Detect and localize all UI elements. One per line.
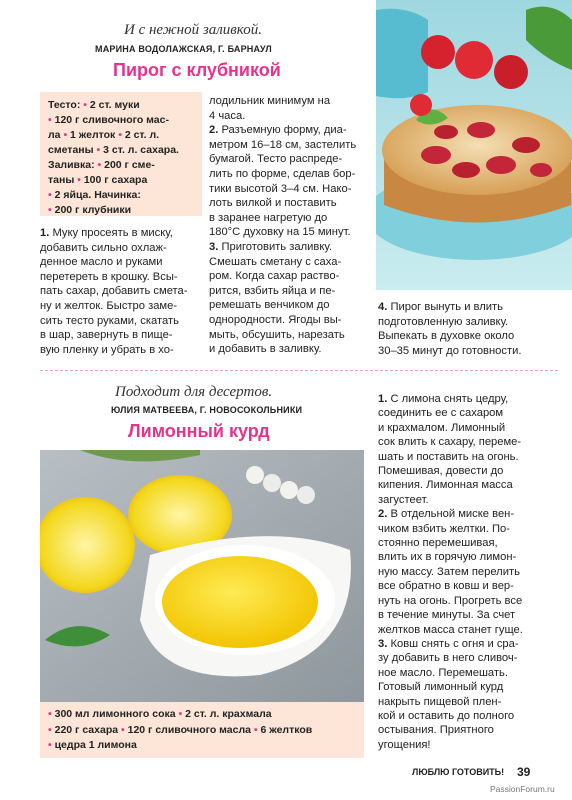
text-line: мыть, обсушить, нарезать <box>209 328 345 341</box>
text-line: вую пленку и убрать в хо- <box>40 343 174 356</box>
bullet-dot: • <box>77 174 81 186</box>
text-line: зу добавить в него сливоч- <box>378 652 518 665</box>
bullet-dot: • <box>96 144 101 156</box>
text-line: перетереть в крошку. Всы- <box>40 270 178 283</box>
pie-illustration <box>376 0 572 290</box>
step-number: 3. <box>209 240 219 253</box>
recipe1-subtitle: И с нежной заливкой. <box>124 22 262 38</box>
text-line: метром 16–18 см, застелить <box>209 138 357 151</box>
bullet-dot: • <box>48 739 52 751</box>
text-line: 3. Ковш снять с огня и сра- <box>378 637 519 650</box>
ingredient-line: • 2 яйца. Начинка: <box>48 189 141 201</box>
bullet-dot: • <box>121 723 125 736</box>
text-line: угощения! <box>378 738 431 751</box>
page-number: 39 <box>517 765 531 779</box>
recipe1-step2-3 <box>209 94 374 357</box>
recipe1-ingredients <box>40 92 202 216</box>
text-line: добавить сильно охлаж- <box>40 241 167 254</box>
recipe1-title: Пирог с клубникой <box>113 60 281 80</box>
text-line: загустеет. <box>378 493 429 506</box>
bullet-dot: • <box>48 204 52 216</box>
ingredient-line: Заливка: • 200 г смe- <box>48 159 155 171</box>
bullet-dot: • <box>48 708 52 720</box>
bullet-dot: • <box>63 129 68 141</box>
section-divider <box>40 370 558 371</box>
bullet-dot: • <box>48 114 52 126</box>
strawberry-pie-photo <box>376 0 572 290</box>
recipe1-step1 <box>40 226 205 357</box>
text-line: накрыть пищевой плен- <box>378 695 502 708</box>
text-line: подготовленную заливку. <box>378 315 509 328</box>
text-line: 4 часа. <box>209 109 246 122</box>
recipe2-steps <box>378 392 558 752</box>
recipe2-ingredients <box>40 702 364 758</box>
watermark: PassionForum.ru <box>490 784 555 794</box>
text-line: влить их в горячую лимон- <box>378 551 517 564</box>
text-line: в заранее нагретую до <box>209 211 328 224</box>
bullet-dot: • <box>48 723 52 736</box>
bullet-dot: • <box>83 99 87 111</box>
step-number: 1. <box>40 227 50 239</box>
magazine-name: ЛЮБЛЮ ГОТОВИТЬ! <box>412 767 505 777</box>
recipe1-step4 <box>378 300 558 358</box>
text-line: ром. Когда сахар раство- <box>209 270 340 283</box>
lemon-curd-illustration <box>40 450 364 702</box>
bullet-dot: • <box>97 159 102 171</box>
step-number: 4. <box>378 301 388 313</box>
text-line: соединить ее с сахаром <box>378 407 504 420</box>
bullet-dot: • <box>253 723 258 736</box>
ingredient-line: • 120 г сливочного мас- <box>48 114 169 126</box>
text-line: ную массу. Затем перелить <box>378 565 520 578</box>
step-number: 3. <box>378 637 388 650</box>
text-line: бумагой. Тесто распреде- <box>209 153 343 166</box>
text-line: денное масло и руками <box>40 256 163 269</box>
text-line: и добавить в заливку. <box>209 343 322 356</box>
step-number: 2. <box>378 508 388 521</box>
text-line: тики высотой 3–4 см. Нако- <box>209 182 352 195</box>
text-line: 2. Разъемную форму, диа- <box>209 124 347 137</box>
text-line: желтков масса станет гуще. <box>378 623 523 636</box>
bullet-dot: • <box>178 708 183 720</box>
ingredient-line: • 200 г клубники <box>48 204 132 216</box>
step-number: 2. <box>209 124 219 137</box>
text-line: кой и оставить до полного <box>378 709 515 722</box>
text-line: 30–35 минут до готовности. <box>378 344 522 357</box>
recipe1-author: МАРИНА ВОДОЛАЖСКАЯ, Г. БАРНАУЛ <box>95 44 272 54</box>
text-line: кипения. Лимонная масса <box>378 479 513 492</box>
text-line: лоть вилкой и поставить <box>209 197 337 210</box>
text-line: и крахмалом. Лимонный <box>378 421 506 434</box>
text-line: сок влить к сахару, переме- <box>378 436 522 449</box>
ingredient-line: таны • 100 г сахара <box>48 174 148 186</box>
text-line: рится, взбить яйца и пе- <box>209 284 336 297</box>
text-line: все обратно в ковш и вер- <box>378 580 514 593</box>
text-line: 2. В отдельной миске вен- <box>378 508 515 521</box>
ingredient-line: • 220 г сахара • 120 г сливочного масла • 6 желтков <box>48 723 313 736</box>
text-line: стоянно перемешивая, <box>378 537 498 550</box>
text-line: нуть на огонь. Прогреть все <box>378 594 523 607</box>
text-line: 1. Муку просеять в миску, <box>40 227 173 239</box>
ingredient-line: ла • 1 желток • 2 ст. л. <box>48 129 160 141</box>
text-line: 3. Приготовить заливку. <box>209 240 332 253</box>
text-line: сить тесто руками, скатать <box>40 314 179 327</box>
ingredient-line: Тесто: • 2 ст. муки <box>48 99 140 111</box>
text-line: лить по форме, сделав бор- <box>209 167 356 180</box>
ingredient-line: сметаны • 3 ст. л. сахара. <box>48 144 179 156</box>
bullet-dot: • <box>118 129 122 141</box>
lemon-curd-photo <box>40 450 364 702</box>
text-line: в шар, завернуть в пище- <box>40 329 173 342</box>
recipe2-subtitle: Подходит для десертов. <box>115 384 273 400</box>
text-line: Помешивая, довести до <box>378 465 504 478</box>
text-line: 1. С лимона снять цедру, <box>378 393 509 405</box>
text-line: Смешать сметану с саха- <box>209 255 342 268</box>
text-line: ремешать венчиком до <box>209 299 330 312</box>
text-line: остывания. Приятного <box>378 724 494 737</box>
text-line: ну и желток. Быстро заме- <box>40 299 178 312</box>
text-line: Выпекать в духовке около <box>378 330 515 343</box>
text-line: шать и поставить на огонь. <box>378 450 519 463</box>
text-line: чиком взбить желтки. По- <box>378 522 510 535</box>
ingredient-line: • 300 мл лимонного сока • 2 ст. л. крахмала <box>48 708 272 720</box>
recipe2-author: ЮЛИЯ МАТВЕЕВА, Г. НОВОСОКОЛЬНИКИ <box>111 405 303 415</box>
text-line: однородности. Ягоды вы- <box>209 313 342 326</box>
text-line: пать сахар, добавить смета- <box>40 285 188 298</box>
text-line: лодильник минимум на <box>209 95 331 107</box>
text-line: Готовый лимонный курд <box>378 681 504 694</box>
recipe2-title: Лимонный курд <box>128 421 270 441</box>
text-line: ное масло. Перемешать. <box>378 666 508 679</box>
text-line: 180°С духовку на 15 минут. <box>209 226 351 239</box>
text-line: 4. Пирог вынуть и влить <box>378 301 503 313</box>
bullet-dot: • <box>48 189 52 201</box>
step-number: 1. <box>378 393 388 405</box>
text-line: в течение минуты. За счет <box>378 609 516 622</box>
ingredient-line: • цедра 1 лимона <box>48 739 137 751</box>
